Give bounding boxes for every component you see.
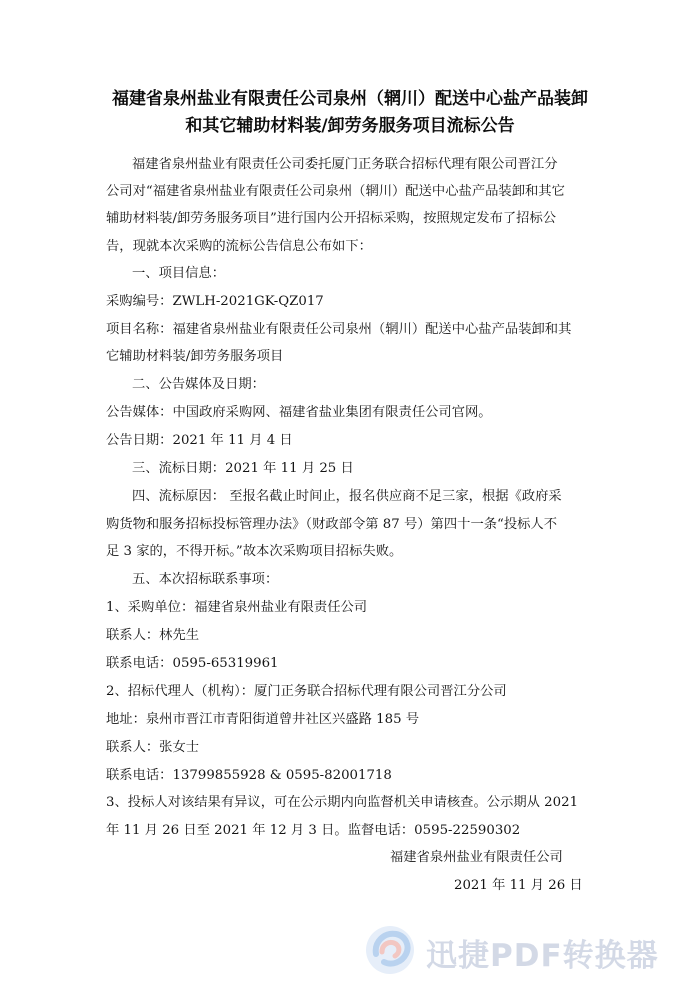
title-line-2: 和其它辅助材料装/卸劳务服务项目流标公告 <box>185 116 515 136</box>
purchaser-unit: 1、采购单位：福建省泉州盐业有限责任公司 <box>106 600 368 615</box>
watermark-text: 迅捷PDF转换器 <box>426 938 659 974</box>
agent-phone: 联系电话：13799855928 & 0595-82001718 <box>106 768 392 783</box>
failed-bid-date: 三、流标日期：2021 年 11 月 25 日 <box>132 461 354 476</box>
page-title <box>80 86 620 140</box>
failure-reason-line-1: 四、流标原因： 至报名截止时间止，报名供应商不足三家，根据《政府采 <box>132 489 562 504</box>
signature-date: 2021 年 11 月 26 日 <box>454 878 583 893</box>
section-heading-contacts: 五、本次招标联系事项： <box>132 572 279 587</box>
agent-name: 2、招标代理人（机构）：厦门正务联合招标代理有限公司晋江分公司 <box>106 684 507 699</box>
watermark <box>362 922 692 978</box>
pdf-converter-logo-icon <box>362 922 418 978</box>
announcement-date: 公告日期：2021 年 11 月 4 日 <box>106 433 293 448</box>
objection-note-line-2: 年 11 月 26 日至 2021 年 12 月 3 日。监督电话：0595-22590302 <box>106 823 521 838</box>
purchaser-contact-person: 联系人：林先生 <box>106 628 200 643</box>
intro-line-3: 辅助材料装/卸劳务服务项目”进行国内公开招标采购，按照规定发布了招标公 <box>106 211 557 226</box>
section-heading-media: 二、公告媒体及日期： <box>132 377 265 392</box>
purchaser-phone: 联系电话：0595-65319961 <box>106 656 279 671</box>
announcement-media: 公告媒体：中国政府采购网、福建省盐业集团有限责任公司官网。 <box>106 405 492 420</box>
intro-line-1: 福建省泉州盐业有限责任公司委托厦门正务联合招标代理有限公司晋江分 <box>132 157 558 172</box>
section-heading-project-info: 一、项目信息： <box>132 266 226 281</box>
project-name-line-1: 项目名称：福建省泉州盐业有限责任公司泉州（辋川）配送中心盐产品装卸和其 <box>106 322 572 337</box>
failure-reason-line-2: 购货物和服务招标投标管理办法》（财政部令第 87 号）第四十一条“投标人不 <box>106 517 558 532</box>
intro-line-2: 公司对“福建省泉州盐业有限责任公司泉州（辋川）配送中心盐产品装卸和其它 <box>106 184 565 199</box>
project-name-line-2: 它辅助材料装/卸劳务服务项目 <box>106 349 284 364</box>
procurement-number: 采购编号：ZWLH-2021GK-QZ017 <box>106 294 324 309</box>
signature-organization: 福建省泉州盐业有限责任公司 <box>390 850 563 865</box>
intro-line-4: 告，现就本次采购的流标公告信息公布如下： <box>106 239 372 254</box>
title-line-1: 福建省泉州盐业有限责任公司泉州（辋川）配送中心盐产品装卸 <box>112 89 588 109</box>
agent-contact-person: 联系人：张女士 <box>106 740 200 755</box>
objection-note-line-1: 3、投标人对该结果有异议，可在公示期内向监督机关申请核查。公示期从 2021 <box>106 795 579 810</box>
failure-reason-line-3: 足 3 家的，不得开标。”故本次采购项目招标失败。 <box>106 544 403 559</box>
agent-address: 地址：泉州市晋江市青阳街道曾井社区兴盛路 185 号 <box>106 712 420 727</box>
